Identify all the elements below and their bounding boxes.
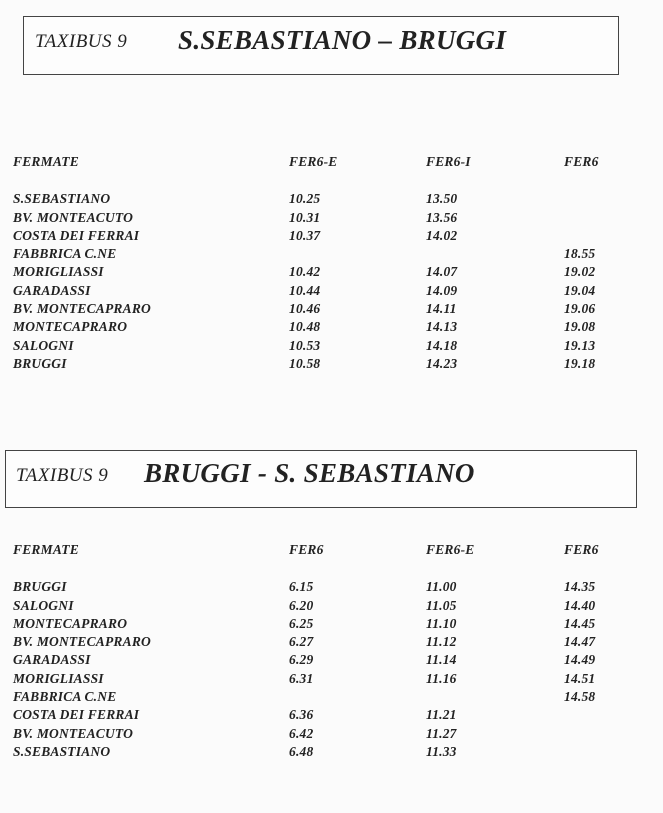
time-col2: 14.13: [426, 319, 458, 335]
time-col2: 14.07: [426, 264, 458, 280]
stop-name: FABBRICA C.NE: [13, 246, 117, 262]
table-header: [13, 154, 653, 172]
title-box-return: [5, 450, 637, 508]
table-row: [13, 210, 653, 228]
time-col2: 11.14: [426, 652, 457, 668]
time-col3: 14.40: [564, 597, 596, 613]
time-col2: 14.11: [426, 301, 457, 317]
stop-name: BV. MONTEACUTO: [13, 725, 134, 741]
stop-name: FABBRICA C.NE: [13, 689, 117, 705]
time-col2: 13.56: [426, 209, 458, 225]
time-col1: 6.48: [289, 743, 314, 759]
time-col3: 19.02: [564, 264, 596, 280]
header-col1: FER6-E: [289, 154, 338, 169]
stop-name: MORIGLIASSI: [13, 670, 104, 686]
stop-name: BV. MONTECAPRARO: [13, 301, 151, 317]
header-col2: FER6-I: [426, 154, 471, 169]
stop-name: COSTA DEI FERRAI: [13, 707, 140, 723]
stop-name: BRUGGI: [13, 355, 67, 371]
time-col1: 6.29: [289, 652, 314, 668]
header-col3: FER6: [564, 154, 599, 169]
time-col2: 14.18: [426, 337, 458, 353]
time-col2: 14.23: [426, 355, 458, 371]
rows: [13, 191, 653, 374]
time-col1: 10.58: [289, 355, 321, 371]
time-col3: 14.47: [564, 634, 596, 650]
stop-name: COSTA DEI FERRAI: [13, 227, 140, 243]
time-col1: 10.46: [289, 301, 321, 317]
table-row: [13, 671, 653, 689]
header-col3: FER6: [564, 542, 599, 557]
time-col1: 6.27: [289, 634, 314, 650]
time-col3: 19.08: [564, 319, 596, 335]
time-col3: 14.51: [564, 670, 596, 686]
time-col2: 13.50: [426, 191, 458, 207]
route-prefix: TAXIBUS 9: [35, 31, 128, 52]
time-col2: 11.33: [426, 743, 457, 759]
table-row: [13, 191, 653, 209]
stop-name: S.SEBASTIANO: [13, 743, 111, 759]
time-col2: 11.00: [426, 579, 457, 595]
time-col1: 6.20: [289, 597, 314, 613]
time-col2: 14.02: [426, 227, 458, 243]
title-box-outbound: [23, 16, 619, 75]
table-row: [13, 689, 653, 707]
stop-name: SALOGNI: [13, 597, 74, 613]
time-col3: 19.06: [564, 301, 596, 317]
time-col1: 6.31: [289, 670, 314, 686]
time-col1: 10.25: [289, 191, 321, 207]
stop-name: SALOGNI: [13, 337, 74, 353]
table-row: [13, 652, 653, 670]
timetable-return: [13, 542, 653, 762]
header-stops: FERMATE: [13, 542, 79, 557]
table-row: [13, 634, 653, 652]
time-col3: 14.49: [564, 652, 596, 668]
time-col1: 6.36: [289, 707, 314, 723]
time-col1: 10.37: [289, 227, 321, 243]
time-col3: 18.55: [564, 246, 596, 262]
table-row: [13, 356, 653, 374]
stop-name: MONTECAPRARO: [13, 319, 128, 335]
table-row: [13, 598, 653, 616]
stop-name: GARADASSI: [13, 652, 91, 668]
stop-name: MONTECAPRARO: [13, 615, 128, 631]
table-row: [13, 283, 653, 301]
time-col1: 6.15: [289, 579, 314, 595]
table-row: [13, 744, 653, 762]
header-stops: FERMATE: [13, 154, 79, 169]
time-col3: 14.58: [564, 689, 596, 705]
time-col3: 19.18: [564, 355, 596, 371]
timetable-outbound: [13, 154, 653, 374]
time-col2: 11.16: [426, 670, 457, 686]
time-col2: 11.12: [426, 634, 457, 650]
header-col2: FER6-E: [426, 542, 475, 557]
stop-name: BV. MONTEACUTO: [13, 209, 134, 225]
stop-name: S.SEBASTIANO: [13, 191, 111, 207]
table-row: [13, 228, 653, 246]
time-col1: 6.25: [289, 615, 314, 631]
time-col1: 10.44: [289, 282, 321, 298]
time-col2: 11.27: [426, 725, 457, 741]
route-title: BRUGGI - S. SEBASTIANO: [144, 458, 475, 488]
time-col2: 11.21: [426, 707, 457, 723]
table-row: [13, 319, 653, 337]
stop-name: MORIGLIASSI: [13, 264, 104, 280]
time-col1: 10.31: [289, 209, 321, 225]
header-col1: FER6: [289, 542, 324, 557]
time-col1: 10.53: [289, 337, 321, 353]
table-header: [13, 542, 653, 560]
time-col1: 10.42: [289, 264, 321, 280]
stop-name: GARADASSI: [13, 282, 91, 298]
table-row: [13, 246, 653, 264]
time-col1: 10.48: [289, 319, 321, 335]
time-col3: 14.35: [564, 579, 596, 595]
stop-name: BRUGGI: [13, 579, 67, 595]
table-row: [13, 338, 653, 356]
table-row: [13, 264, 653, 282]
time-col2: 11.10: [426, 615, 457, 631]
time-col1: 6.42: [289, 725, 314, 741]
time-col3: 19.13: [564, 337, 596, 353]
route-title: S.SEBASTIANO – BRUGGI: [178, 25, 507, 55]
time-col3: 19.04: [564, 282, 596, 298]
time-col2: 11.05: [426, 597, 457, 613]
table-row: [13, 301, 653, 319]
time-col3: 14.45: [564, 615, 596, 631]
stop-name: BV. MONTECAPRARO: [13, 634, 151, 650]
table-row: [13, 616, 653, 634]
time-col2: 14.09: [426, 282, 458, 298]
route-prefix: TAXIBUS 9: [16, 465, 109, 486]
table-row: [13, 726, 653, 744]
rows: [13, 579, 653, 762]
table-row: [13, 707, 653, 725]
table-row: [13, 579, 653, 597]
